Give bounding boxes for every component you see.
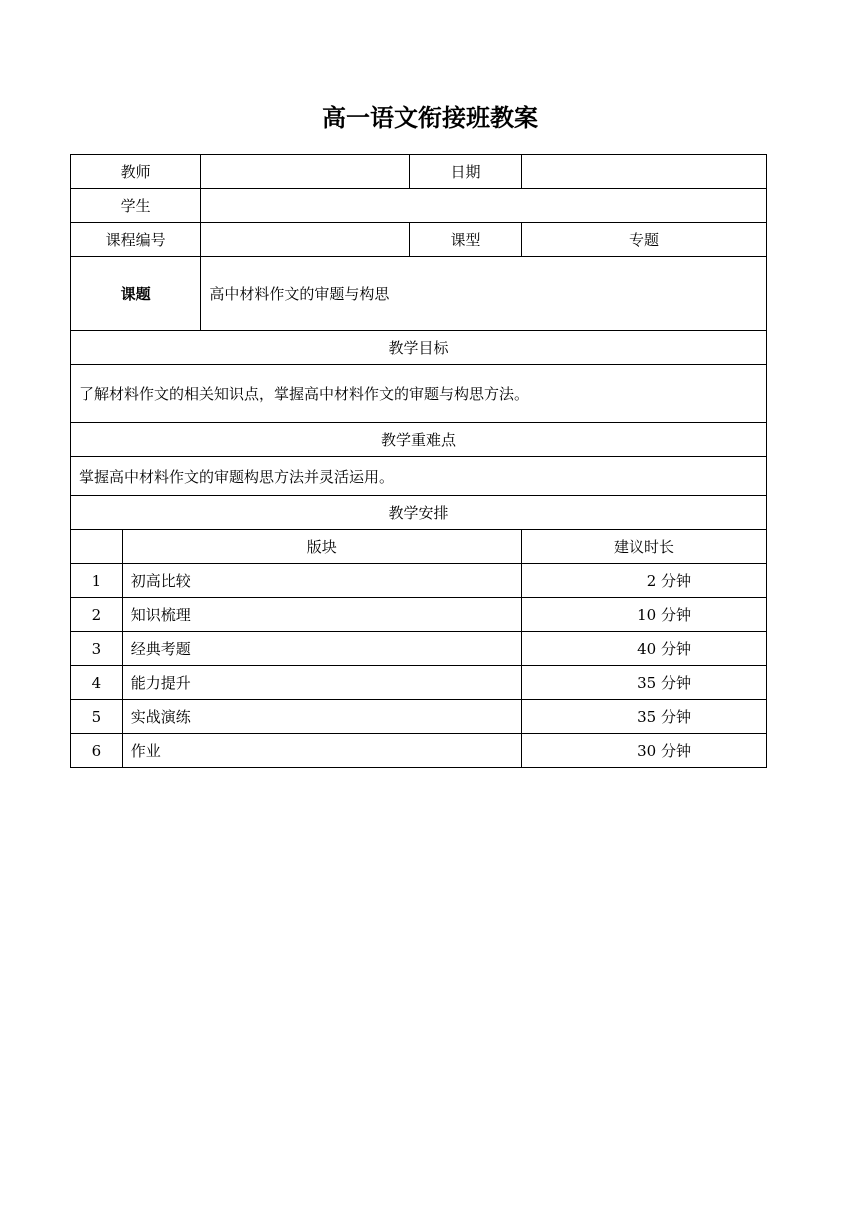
table-row xyxy=(71,700,767,734)
key-points-text: 掌握高中材料作文的审题构思方法并灵活运用。 xyxy=(71,457,767,496)
course-type-value: 专题 xyxy=(521,223,766,257)
course-code-field[interactable] xyxy=(201,223,410,257)
student-row xyxy=(71,189,767,223)
row-duration: 10 分钟 xyxy=(521,598,766,632)
table-row xyxy=(71,598,767,632)
row-duration: 35 分钟 xyxy=(521,700,766,734)
table-row xyxy=(71,666,767,700)
row-number: 1 xyxy=(71,564,123,598)
row-duration: 40 分钟 xyxy=(521,632,766,666)
course-type-label: 课型 xyxy=(410,223,522,257)
date-label: 日期 xyxy=(410,155,522,189)
student-field[interactable] xyxy=(201,189,767,223)
row-module: 作业 xyxy=(122,734,521,768)
date-field[interactable] xyxy=(521,155,766,189)
page-title: 高一语文衔接班教案 xyxy=(322,104,538,132)
goals-text-row xyxy=(71,365,767,423)
row-module: 初高比较 xyxy=(122,564,521,598)
goals-heading-row xyxy=(71,331,767,365)
table-row xyxy=(71,632,767,666)
row-number: 6 xyxy=(71,734,123,768)
key-points-text-row xyxy=(71,457,767,496)
table-row xyxy=(71,564,767,598)
row-number: 5 xyxy=(71,700,123,734)
row-module: 能力提升 xyxy=(122,666,521,700)
subject-label: 课题 xyxy=(71,257,201,331)
schedule-no-header xyxy=(71,530,123,564)
lesson-plan-table xyxy=(70,154,767,768)
row-number: 3 xyxy=(71,632,123,666)
teacher-row xyxy=(71,155,767,189)
schedule-module-header: 版块 xyxy=(122,530,521,564)
key-points-heading: 教学重难点 xyxy=(71,423,767,457)
row-number: 2 xyxy=(71,598,123,632)
teacher-label: 教师 xyxy=(71,155,201,189)
row-duration: 35 分钟 xyxy=(521,666,766,700)
schedule-duration-header: 建议时长 xyxy=(521,530,766,564)
course-code-label: 课程编号 xyxy=(71,223,201,257)
schedule-heading: 教学安排 xyxy=(71,496,767,530)
student-label: 学生 xyxy=(71,189,201,223)
course-row xyxy=(71,223,767,257)
teacher-field[interactable] xyxy=(201,155,410,189)
row-duration: 30 分钟 xyxy=(521,734,766,768)
row-module: 实战演练 xyxy=(122,700,521,734)
subject-value: 高中材料作文的审题与构思 xyxy=(201,257,767,331)
row-duration: 2 分钟 xyxy=(521,564,766,598)
subject-row xyxy=(71,257,767,331)
table-row xyxy=(71,734,767,768)
row-module: 知识梳理 xyxy=(122,598,521,632)
goals-heading: 教学目标 xyxy=(71,331,767,365)
schedule-heading-row xyxy=(71,496,767,530)
goals-text: 了解材料作文的相关知识点，掌握高中材料作文的审题与构思方法。 xyxy=(71,365,767,423)
row-number: 4 xyxy=(71,666,123,700)
schedule-header-row xyxy=(71,530,767,564)
key-points-heading-row xyxy=(71,423,767,457)
row-module: 经典考题 xyxy=(122,632,521,666)
